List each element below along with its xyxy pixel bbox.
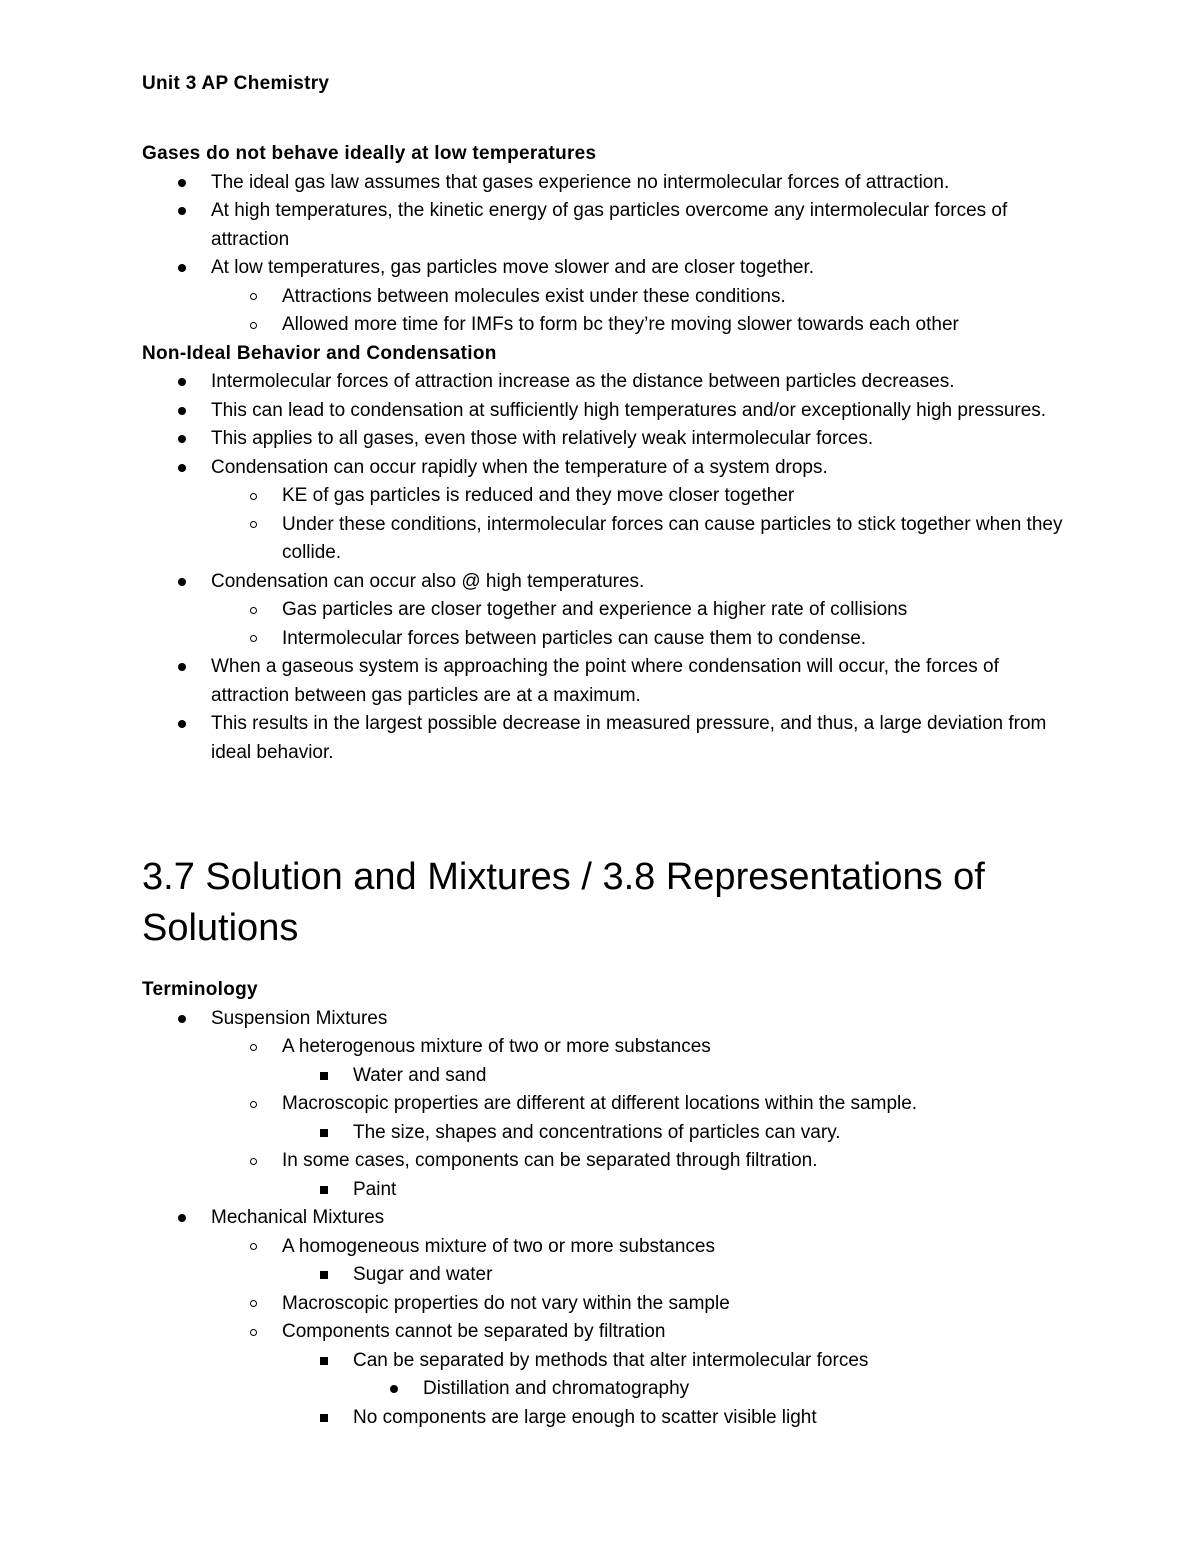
circle-bullet-icon	[246, 1290, 260, 1319]
list-item	[142, 596, 1072, 625]
disc-bullet-icon	[175, 397, 189, 426]
list-item	[142, 1005, 1072, 1034]
chapter-heading: 3.7 Solution and Mixtures / 3.8 Representations of Solutions	[142, 856, 985, 949]
list-item	[142, 1147, 1072, 1176]
spacer	[142, 767, 1072, 852]
list-item	[142, 283, 1072, 312]
disc-bullet-icon	[175, 425, 189, 454]
square-bullet-icon	[317, 1261, 331, 1290]
circle-bullet-icon	[246, 482, 260, 511]
circle-bullet-icon	[246, 625, 260, 654]
disc-bullet-icon	[175, 197, 189, 226]
circle-bullet-icon	[246, 1147, 260, 1176]
bullet-list	[142, 169, 1072, 340]
list-item	[142, 254, 1072, 283]
list-item-text: Sugar and water	[353, 1264, 493, 1285]
document-page	[142, 70, 1072, 1432]
square-bullet-icon	[317, 1404, 331, 1433]
list-item-text: The size, shapes and concentrations of particles can vary.	[353, 1121, 841, 1143]
disc-bullet-icon	[175, 653, 189, 682]
list-item	[142, 197, 1072, 254]
spacer	[142, 98, 1072, 140]
list-item	[142, 1290, 1072, 1319]
list-item	[142, 454, 1072, 483]
list-item-text: In some cases, components can be separated through filtration.	[282, 1150, 818, 1171]
list-item-text: Condensation can occur also @ high temperatures.	[211, 570, 645, 592]
list-item	[142, 1318, 1072, 1347]
disc-bullet-icon	[175, 568, 189, 597]
list-item-text: Attractions between molecules exist under these conditions.	[282, 285, 786, 307]
list-item	[142, 511, 1072, 568]
list-item-text: Macroscopic properties do not vary within the sample	[282, 1292, 730, 1314]
spacer	[142, 954, 1072, 976]
list-item-text: Allowed more time for IMFs to form bc they’re moving slower towards each other	[282, 314, 959, 335]
list-item-text: Condensation can occur rapidly when the temperature of a system drops.	[211, 456, 828, 478]
list-item	[142, 1176, 1072, 1205]
section-heading: Non-Ideal Behavior and Condensation	[142, 342, 497, 364]
list-item-text: This applies to all gases, even those with relatively weak intermolecular forces.	[211, 428, 874, 449]
circle-bullet-icon	[246, 311, 260, 340]
list-item	[142, 1261, 1072, 1290]
list-item	[142, 1204, 1072, 1233]
bullet-list	[142, 1005, 1072, 1433]
list-item	[142, 397, 1072, 426]
list-item	[142, 710, 1072, 767]
list-item	[142, 425, 1072, 454]
disc-bullet-icon	[175, 1204, 189, 1233]
list-item	[142, 1062, 1072, 1091]
disc-bullet-icon	[175, 169, 189, 198]
disc-bullet-icon	[175, 1005, 189, 1034]
list-item-text: Suspension Mixtures	[211, 1007, 388, 1029]
list-item	[142, 1404, 1072, 1433]
list-item-text: A heterogenous mixture of two or more substances	[282, 1036, 711, 1057]
list-item-text: Intermolecular forces between particles can cause them to condense.	[282, 627, 867, 649]
list-item-text: When a gaseous system is approaching the point where condensation will occur, the forces of attraction between gas particles are at a maximum.	[211, 656, 999, 706]
square-bullet-icon	[317, 1176, 331, 1205]
list-item	[142, 1119, 1072, 1148]
document-title: Unit 3 AP Chemistry	[142, 73, 330, 94]
disc-bullet-icon	[175, 710, 189, 739]
list-item-text: Intermolecular forces of attraction increase as the distance between particles decreases.	[211, 371, 955, 392]
list-item	[142, 625, 1072, 654]
list-item-text: Components cannot be separated by filtration	[282, 1321, 666, 1342]
circle-bullet-icon	[246, 511, 260, 540]
section-heading: Gases do not behave ideally at low temperatures	[142, 143, 597, 164]
disc-bullet-icon	[387, 1375, 401, 1404]
square-bullet-icon	[317, 1119, 331, 1148]
list-item	[142, 311, 1072, 340]
list-item	[142, 482, 1072, 511]
list-item	[142, 1233, 1072, 1262]
disc-bullet-icon	[175, 368, 189, 397]
list-item	[142, 1375, 1072, 1404]
list-item-text: Gas particles are closer together and experience a higher rate of collisions	[282, 599, 908, 620]
list-item-text: A homogeneous mixture of two or more substances	[282, 1235, 716, 1257]
bullet-list	[142, 368, 1072, 767]
section-non-ideal-behavior	[142, 340, 1072, 768]
list-item-text: At low temperatures, gas particles move slower and are closer together.	[211, 257, 815, 278]
circle-bullet-icon	[246, 1233, 260, 1262]
list-item	[142, 1347, 1072, 1376]
list-item-text: KE of gas particles is reduced and they move closer together	[282, 485, 795, 506]
list-item	[142, 1090, 1072, 1119]
disc-bullet-icon	[175, 454, 189, 483]
list-item-text: No components are large enough to scatter visible light	[353, 1406, 817, 1428]
list-item-text: Water and sand	[353, 1064, 487, 1086]
list-item	[142, 169, 1072, 198]
list-item	[142, 568, 1072, 597]
list-item-text: Macroscopic properties are different at different locations within the sample.	[282, 1093, 918, 1114]
disc-bullet-icon	[175, 254, 189, 283]
list-item-text: Under these conditions, intermolecular forces can cause particles to stick together when they collide.	[282, 513, 1063, 563]
list-item	[142, 653, 1072, 710]
circle-bullet-icon	[246, 1318, 260, 1347]
list-item-text: Distillation and chromatography	[423, 1378, 690, 1399]
list-item-text: Paint	[353, 1178, 397, 1200]
section-terminology	[142, 976, 1072, 1432]
list-item-text: Mechanical Mixtures	[211, 1207, 385, 1228]
square-bullet-icon	[317, 1347, 331, 1376]
list-item-text: At high temperatures, the kinetic energy of gas particles overcome any intermolecular forces of attraction	[211, 200, 1008, 250]
circle-bullet-icon	[246, 283, 260, 312]
list-item-text: The ideal gas law assumes that gases experience no intermolecular forces of attraction.	[211, 171, 950, 193]
list-item	[142, 368, 1072, 397]
list-item-text: Can be separated by methods that alter intermolecular forces	[353, 1349, 869, 1371]
square-bullet-icon	[317, 1062, 331, 1091]
list-item-text: This results in the largest possible decrease in measured pressure, and thus, a large deviation from ideal behavior.	[211, 713, 1047, 763]
circle-bullet-icon	[246, 1033, 260, 1062]
section-gases-low-temperatures	[142, 140, 1072, 340]
section-heading: Terminology	[142, 979, 258, 1000]
circle-bullet-icon	[246, 596, 260, 625]
circle-bullet-icon	[246, 1090, 260, 1119]
list-item	[142, 1033, 1072, 1062]
list-item-text: This can lead to condensation at sufficiently high temperatures and/or exceptionally high pressures.	[211, 399, 1047, 421]
